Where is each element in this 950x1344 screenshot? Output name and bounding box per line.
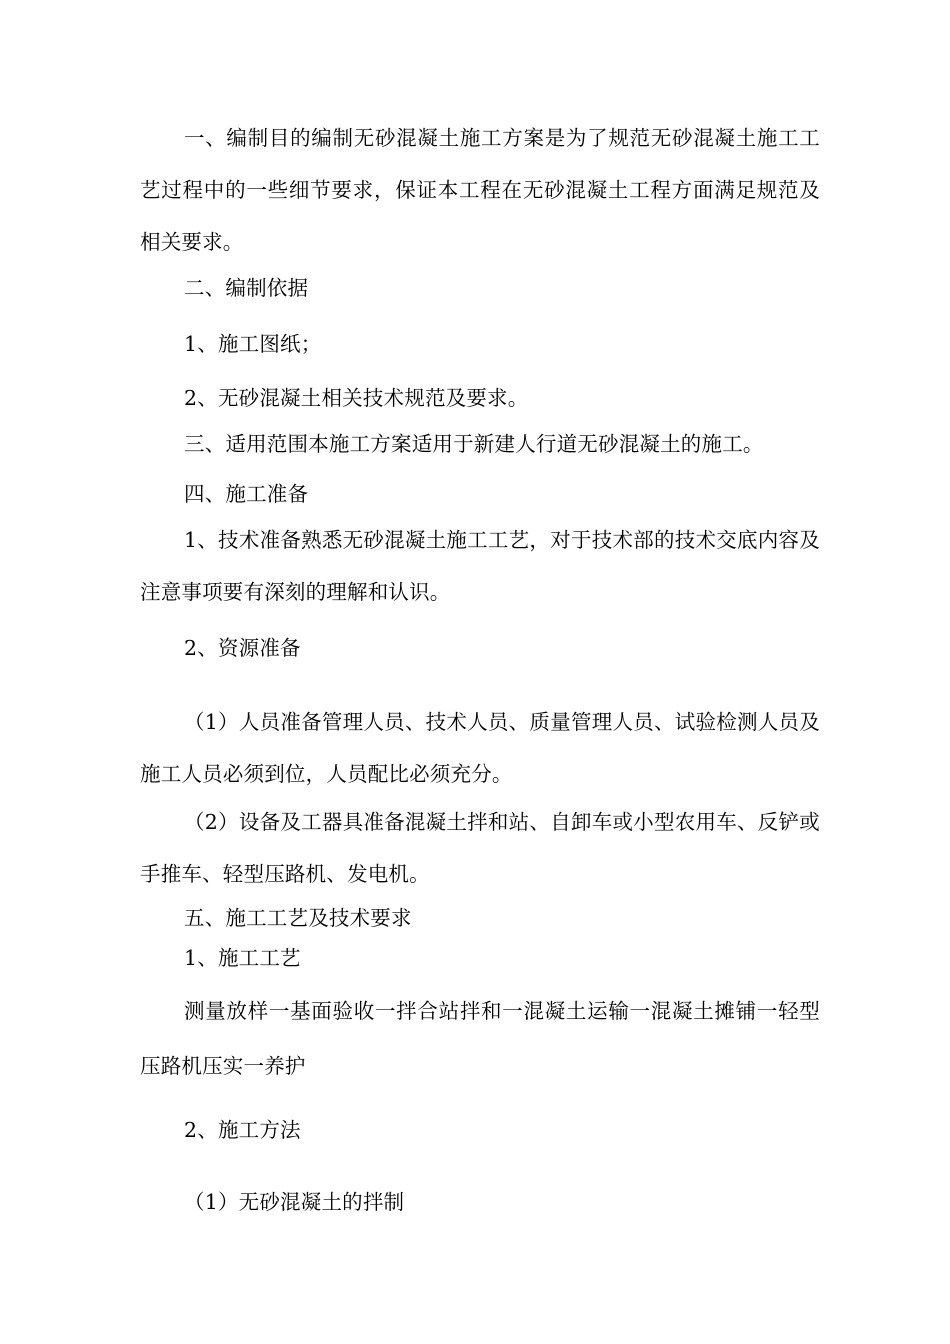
- heading-construction-method: 2、施工方法: [184, 1118, 301, 1142]
- paragraph-purpose: 一、编制目的编制无砂混凝土施工方案是为了规范无砂混凝土施工工艺过程中的一些细节要求，保证本工程在无砂混凝土工程方面满足规范及相关要求。: [140, 126, 820, 254]
- heading-resource-preparation: 2、资源准备: [184, 636, 301, 660]
- heading-construction-process: 1、施工工艺: [184, 946, 301, 970]
- list-item-specifications: 2、无砂混凝土相关技术规范及要求。: [184, 386, 529, 410]
- paragraph-scope: 三、适用范围本施工方案适用于新建人行道无砂混凝土的施工。: [184, 432, 764, 456]
- subheading-mixing: （1）无砂混凝土的拌制: [184, 1190, 405, 1214]
- paragraph-personnel: （1）人员准备管理人员、技术人员、质量管理人员、试验检测人员及施工人员必须到位，人员配比必须充分。: [140, 710, 820, 786]
- paragraph-equipment: （2）设备及工器具准备混凝土拌和站、自卸车或小型农用车、反铲或手推车、轻型压路机、发电机。: [140, 810, 820, 886]
- paragraph-process-flow: 测量放样一基面验收一拌合站拌和一混凝土运输一混凝土摊铺一轻型压路机压实一养护: [140, 999, 820, 1078]
- heading-basis: 二、编制依据: [184, 276, 309, 300]
- paragraph-technical-preparation: 1、技术准备熟悉无砂混凝土施工工艺，对于技术部的技术交底内容及注意事项要有深刻的理解和认识。: [140, 528, 820, 604]
- heading-process-requirements: 五、施工工艺及技术要求: [184, 906, 412, 930]
- heading-preparation: 四、施工准备: [184, 482, 309, 506]
- list-item-drawings: 1、施工图纸；: [184, 332, 322, 356]
